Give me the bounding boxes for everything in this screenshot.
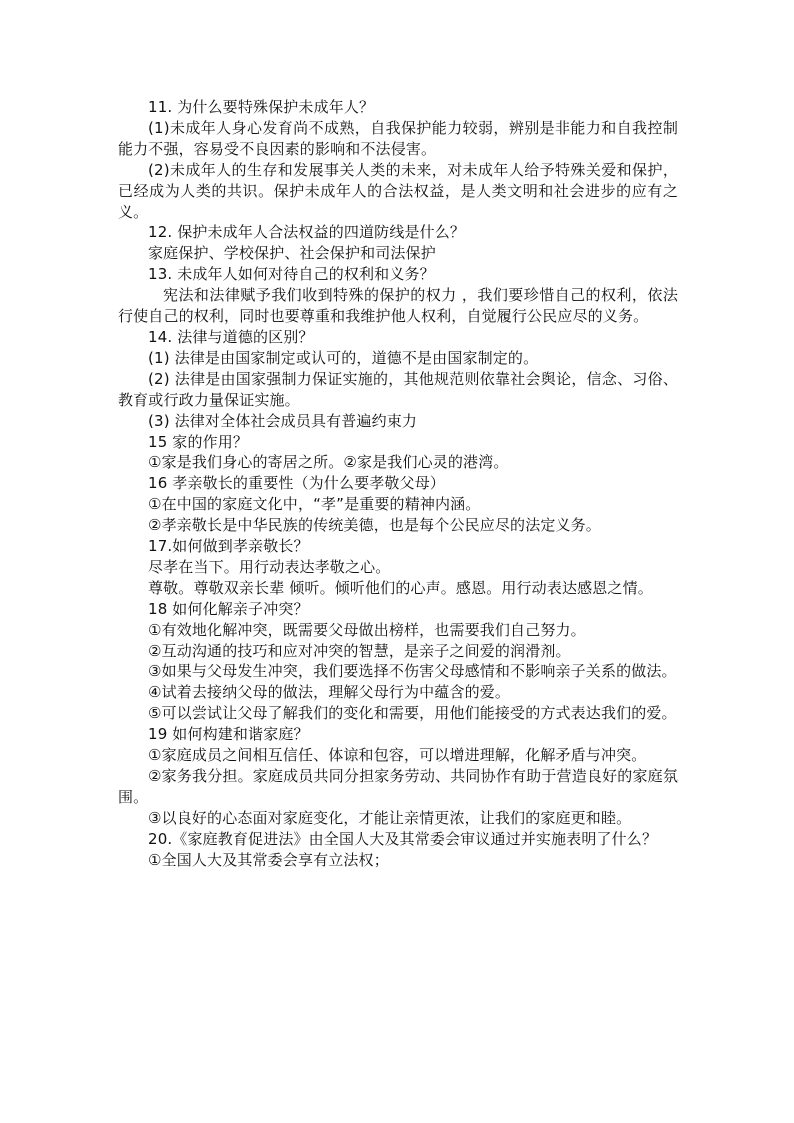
answer-paragraph: ①家庭成员之间相互信任、体谅和包容，可以增进理解，化解矛盾与冲突。	[148, 746, 647, 765]
answer-paragraph: (3) 法律对全体社会成员具有普遍约束力	[148, 411, 418, 430]
answer-paragraph: 尊敬。尊敬双亲长辈 倾听。倾听他们的心声。感恩。用行动表达感恩之情。	[148, 578, 653, 597]
answer-paragraph: ②家务我分担。家庭成员共同分担家务劳动、共同协作有助于营造良好的家庭氛围。	[118, 767, 678, 806]
answer-paragraph: ③如果与父母发生冲突，我们要选择不伤害父母感情和不影响亲子关系的做法。	[148, 662, 677, 681]
answer-paragraph: ①有效地化解冲突，既需要父母做出榜样，也需要我们自己努力。	[148, 620, 586, 639]
question-11-heading: 11. 为什么要特殊保护未成年人？	[148, 98, 375, 116]
question-20-heading: 20.《家庭教育促进法》由全国人大及其常委会审议通过并实施表明了什么？	[148, 829, 658, 848]
question-19-heading: 19 如何构建和谐家庭？	[148, 725, 309, 744]
answer-paragraph: ①全国人大及其常委会享有立法权；	[148, 850, 389, 869]
answer-paragraph: (1)未成年人身心发育尚不成熟，自我保护能力较弱，辨别是非能力和自我控制能力不强，容易受不良因素的影响和不法侵害。	[118, 118, 678, 158]
answer-paragraph: ⑤可以尝试让父母了解我们的变化和需要，用他们能接受的方式表达我们的爱。	[148, 704, 677, 723]
question-16-heading: 16 孝亲敬长的重要性（为什么要孝敬父母）	[148, 474, 446, 493]
answer-paragraph: 宪法和法律赋予我们收到特殊的保护的权力 ，我们要珍惜自己的权利，依法行使自己的权利，同时也要尊重和我维护他人权利，自觉履行公民应尽的义务。	[118, 286, 678, 326]
question-14-heading: 14. 法律与道德的区别？	[148, 327, 314, 346]
question-13-heading: 13. 未成年人如何对待自己的权利和义务？	[148, 265, 435, 284]
document-body	[118, 97, 678, 871]
question-12-heading: 12. 保护未成年人合法权益的四道防线是什么？	[148, 223, 466, 242]
question-18-heading: 18 如何化解亲子冲突？	[148, 599, 309, 618]
answer-paragraph: (2)未成年人的生存和发展事关人类的未来，对未成年人给予特殊关爱和保护，已经成为人类的共识。保护未成年人的合法权益，是人类文明和社会进步的应有之义。	[118, 160, 678, 221]
answer-paragraph: ④试着去接纳父母的做法，理解父母行为中蕴含的爱。	[148, 683, 511, 702]
answer-paragraph: ①在中国的家庭文化中，“孝”是重要的精神内涵。	[148, 495, 481, 514]
answer-paragraph: ③以良好的心态面对家庭变化，才能让亲情更浓，让我们的家庭更和睦。	[148, 808, 632, 827]
answer-paragraph: (2) 法律是由国家强制力保证实施的，其他规范则依靠社会舆论，信念、习俗、教育或行政力量保证实施。	[118, 369, 678, 409]
answer-paragraph: (1) 法律是由国家制定或认可的，道德不是由国家制定的。	[148, 348, 539, 367]
answer-paragraph: ②互动沟通的技巧和应对冲突的智慧，是亲子之间爱的润滑剂。	[148, 641, 571, 660]
answer-paragraph: ②孝亲敬长是中华民族的传统美德，也是每个公民应尽的法定义务。	[148, 516, 601, 535]
question-17-heading: 17.如何做到孝亲敬长？	[148, 537, 309, 556]
question-15-heading: 15 家的作用？	[148, 432, 249, 451]
answer-paragraph: ①家是我们身心的寄居之所。②家是我们心灵的港湾。	[148, 453, 509, 472]
answer-paragraph: 家庭保护、学校保护、社会保护和司法保护	[148, 244, 436, 263]
answer-paragraph: 尽孝在当下。用行动表达孝敬之心。	[148, 557, 391, 576]
